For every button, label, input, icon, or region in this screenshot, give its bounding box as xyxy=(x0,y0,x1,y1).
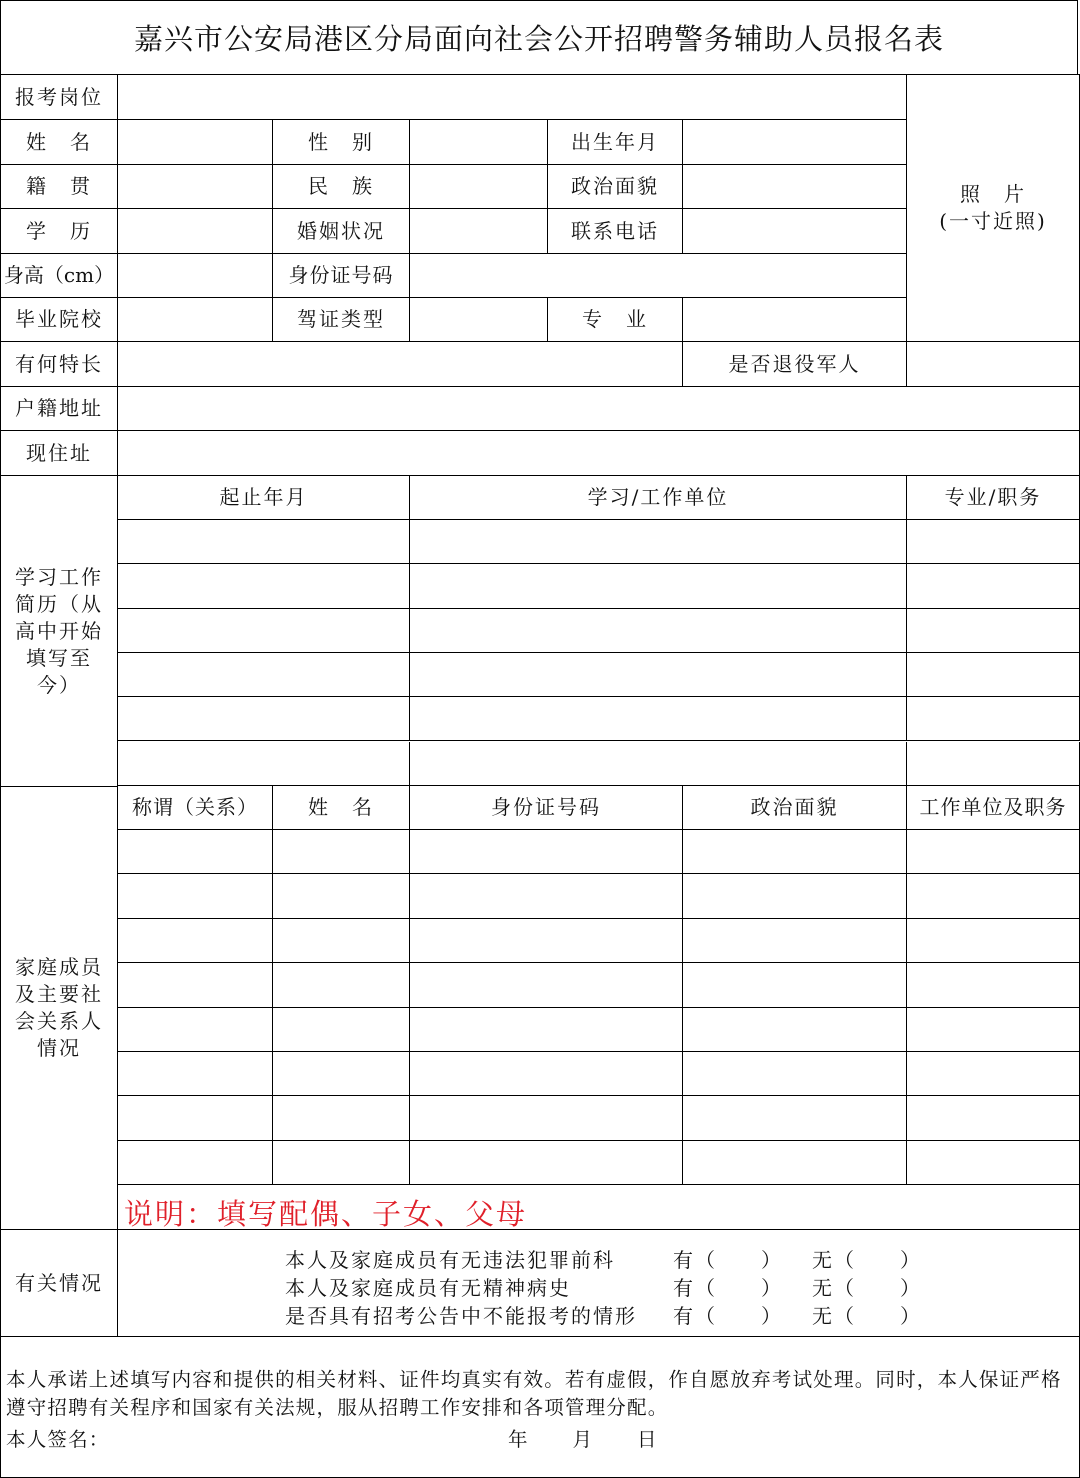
label-political-status: 政治面貌 xyxy=(548,165,683,209)
family-section-label: 家庭成员及主要社会关系人情况 xyxy=(1,786,118,1230)
input-ethnicity[interactable] xyxy=(410,165,548,209)
label-school: 毕业院校 xyxy=(1,298,118,342)
label-height: 身高（cm） xyxy=(1,254,118,298)
family-row-6-col-1[interactable] xyxy=(118,1052,273,1096)
family-header-id: 身份证号码 xyxy=(410,786,683,830)
family-row-3-col-1[interactable] xyxy=(118,919,273,963)
family-row-6-col-3[interactable] xyxy=(410,1052,683,1096)
label-position: 报考岗位 xyxy=(1,75,118,120)
resume-row-5-col-1[interactable] xyxy=(118,697,410,741)
input-education[interactable] xyxy=(118,209,273,254)
family-row-5-col-2[interactable] xyxy=(273,1008,410,1052)
family-row-7-col-2[interactable] xyxy=(273,1096,410,1140)
resume-row-6-col-2[interactable] xyxy=(410,742,907,786)
resume-row-1-col-1[interactable] xyxy=(118,520,410,564)
input-major[interactable] xyxy=(683,298,907,342)
label-veteran: 是否退役军人 xyxy=(683,342,907,387)
label-major: 专 业 xyxy=(548,298,683,342)
related-item-2-no[interactable]: 无（ ） xyxy=(812,1276,922,1300)
input-name[interactable] xyxy=(118,120,273,165)
family-row-3-col-4[interactable] xyxy=(683,919,907,963)
family-row-4-col-4[interactable] xyxy=(683,963,907,1007)
resume-row-1-col-2[interactable] xyxy=(410,520,907,564)
resume-row-2-col-1[interactable] xyxy=(118,564,410,608)
input-native-place[interactable] xyxy=(118,165,273,209)
label-birth: 出生年月 xyxy=(548,120,683,165)
related-item-3-text: 是否具有招考公告中不能报考的情形 xyxy=(285,1304,637,1328)
label-address: 现住址 xyxy=(1,431,118,476)
family-row-4-col-1[interactable] xyxy=(118,963,273,1007)
family-row-1-col-1[interactable] xyxy=(118,830,273,874)
input-address[interactable] xyxy=(118,431,1080,476)
family-row-1-col-2[interactable] xyxy=(273,830,410,874)
label-ethnicity: 民 族 xyxy=(273,165,410,209)
family-row-8-col-4[interactable] xyxy=(683,1141,907,1185)
label-native-place: 籍 贯 xyxy=(1,165,118,209)
family-row-3-col-2[interactable] xyxy=(273,919,410,963)
label-id-number: 身份证号码 xyxy=(273,254,410,298)
resume-header-role: 专业/职务 xyxy=(907,476,1080,520)
input-birth[interactable] xyxy=(683,120,907,165)
related-item-3-yes[interactable]: 有（ ） xyxy=(673,1304,783,1328)
resume-row-2-col-3[interactable] xyxy=(907,564,1080,608)
signature-date[interactable]: 年 月 日 xyxy=(508,1428,659,1451)
input-gender[interactable] xyxy=(410,120,548,165)
related-item-1-text: 本人及家庭成员有无违法犯罪前科 xyxy=(285,1248,615,1272)
family-row-7-col-5[interactable] xyxy=(907,1096,1080,1140)
family-row-3-col-5[interactable] xyxy=(907,919,1080,963)
family-header-relation: 称谓（关系） xyxy=(118,786,273,830)
photo-box[interactable] xyxy=(907,75,1080,342)
family-row-7-col-3[interactable] xyxy=(410,1096,683,1140)
family-row-7-col-1[interactable] xyxy=(118,1096,273,1140)
resume-row-6-col-1[interactable] xyxy=(118,742,410,786)
input-household[interactable] xyxy=(118,387,1080,431)
family-row-5-col-3[interactable] xyxy=(410,1008,683,1052)
family-row-7-col-4[interactable] xyxy=(683,1096,907,1140)
input-position[interactable] xyxy=(118,75,907,120)
resume-section-label: 学习工作简历（从高中开始填写至今） xyxy=(1,476,118,787)
resume-header-unit: 学习/工作单位 xyxy=(410,476,907,520)
resume-row-5-col-2[interactable] xyxy=(410,697,907,741)
related-item-1-yes[interactable]: 有（ ） xyxy=(673,1248,783,1272)
related-item-3-no[interactable]: 无（ ） xyxy=(812,1304,922,1328)
label-license: 驾证类型 xyxy=(273,298,410,342)
family-row-2-col-4[interactable] xyxy=(683,874,907,918)
photo-label: 照 片 xyxy=(960,182,1026,206)
label-gender: 性 别 xyxy=(273,120,410,165)
family-header-name: 姓 名 xyxy=(273,786,410,830)
input-specialty[interactable] xyxy=(118,342,683,387)
resume-row-6-col-3[interactable] xyxy=(907,742,1080,786)
resume-row-1-col-3[interactable] xyxy=(907,520,1080,564)
family-row-4-col-5[interactable] xyxy=(907,963,1080,1007)
family-row-5-col-1[interactable] xyxy=(118,1008,273,1052)
related-item-2-yes[interactable]: 有（ ） xyxy=(673,1276,783,1300)
input-veteran[interactable] xyxy=(907,342,1080,387)
related-section-label: 有关情况 xyxy=(1,1230,118,1337)
input-height[interactable] xyxy=(118,254,273,298)
input-school[interactable] xyxy=(118,298,273,342)
family-row-4-col-3[interactable] xyxy=(410,963,683,1007)
pledge-text: 本人承诺上述填写内容和提供的相关材料、证件均真实有效。若有虚假，作自愿放弃考试处理。同时，本人保证严格遵守招聘有关程序和国家有关法规，服从招聘工作安排和各项管理分配。 xyxy=(6,1368,1062,1419)
resume-row-4-col-1[interactable] xyxy=(118,653,410,697)
family-row-2-col-1[interactable] xyxy=(118,874,273,918)
resume-row-4-col-3[interactable] xyxy=(907,653,1080,697)
family-row-4-col-2[interactable] xyxy=(273,963,410,1007)
family-row-3-col-3[interactable] xyxy=(410,919,683,963)
resume-header-period: 起止年月 xyxy=(118,476,410,520)
input-marital[interactable] xyxy=(410,209,548,254)
resume-row-5-col-3[interactable] xyxy=(907,697,1080,741)
family-row-6-col-2[interactable] xyxy=(273,1052,410,1096)
resume-row-3-col-2[interactable] xyxy=(410,609,907,653)
family-row-1-col-5[interactable] xyxy=(907,830,1080,874)
label-phone: 联系电话 xyxy=(548,209,683,254)
family-row-8-col-2[interactable] xyxy=(273,1141,410,1185)
family-row-5-col-4[interactable] xyxy=(683,1008,907,1052)
resume-row-3-col-1[interactable] xyxy=(118,609,410,653)
photo-size-label: (一寸近照) xyxy=(939,209,1047,233)
family-header-political: 政治面貌 xyxy=(683,786,907,830)
related-item-2-text: 本人及家庭成员有无精神病史 xyxy=(285,1276,571,1300)
family-row-8-col-5[interactable] xyxy=(907,1141,1080,1185)
input-id-number[interactable] xyxy=(410,254,907,298)
input-political-status[interactable] xyxy=(683,165,907,209)
family-row-2-col-3[interactable] xyxy=(410,874,683,918)
family-row-5-col-5[interactable] xyxy=(907,1008,1080,1052)
related-item-1-no[interactable]: 无（ ） xyxy=(812,1248,922,1272)
label-name: 姓 名 xyxy=(1,120,118,165)
family-note: 说明：填写配偶、子女、父母 xyxy=(124,1197,528,1231)
family-row-8-col-3[interactable] xyxy=(410,1141,683,1185)
family-row-1-col-3[interactable] xyxy=(410,830,683,874)
form-title: 嘉兴市公安局港区分局面向社会公开招聘警务辅助人员报名表 xyxy=(0,0,1078,74)
family-row-6-col-4[interactable] xyxy=(683,1052,907,1096)
label-marital: 婚姻状况 xyxy=(273,209,410,254)
family-row-2-col-5[interactable] xyxy=(907,874,1080,918)
family-row-8-col-1[interactable] xyxy=(118,1141,273,1185)
family-row-1-col-4[interactable] xyxy=(683,830,907,874)
label-household: 户籍地址 xyxy=(1,387,118,431)
resume-row-2-col-2[interactable] xyxy=(410,564,907,608)
family-row-2-col-2[interactable] xyxy=(273,874,410,918)
label-education: 学 历 xyxy=(1,209,118,254)
resume-row-3-col-3[interactable] xyxy=(907,609,1080,653)
resume-row-4-col-2[interactable] xyxy=(410,653,907,697)
family-row-6-col-5[interactable] xyxy=(907,1052,1080,1096)
family-header-work: 工作单位及职务 xyxy=(907,786,1080,830)
input-license[interactable] xyxy=(410,298,548,342)
signature-label: 本人签名： xyxy=(6,1428,110,1451)
input-phone[interactable] xyxy=(683,209,907,254)
label-specialty: 有何特长 xyxy=(1,342,118,387)
